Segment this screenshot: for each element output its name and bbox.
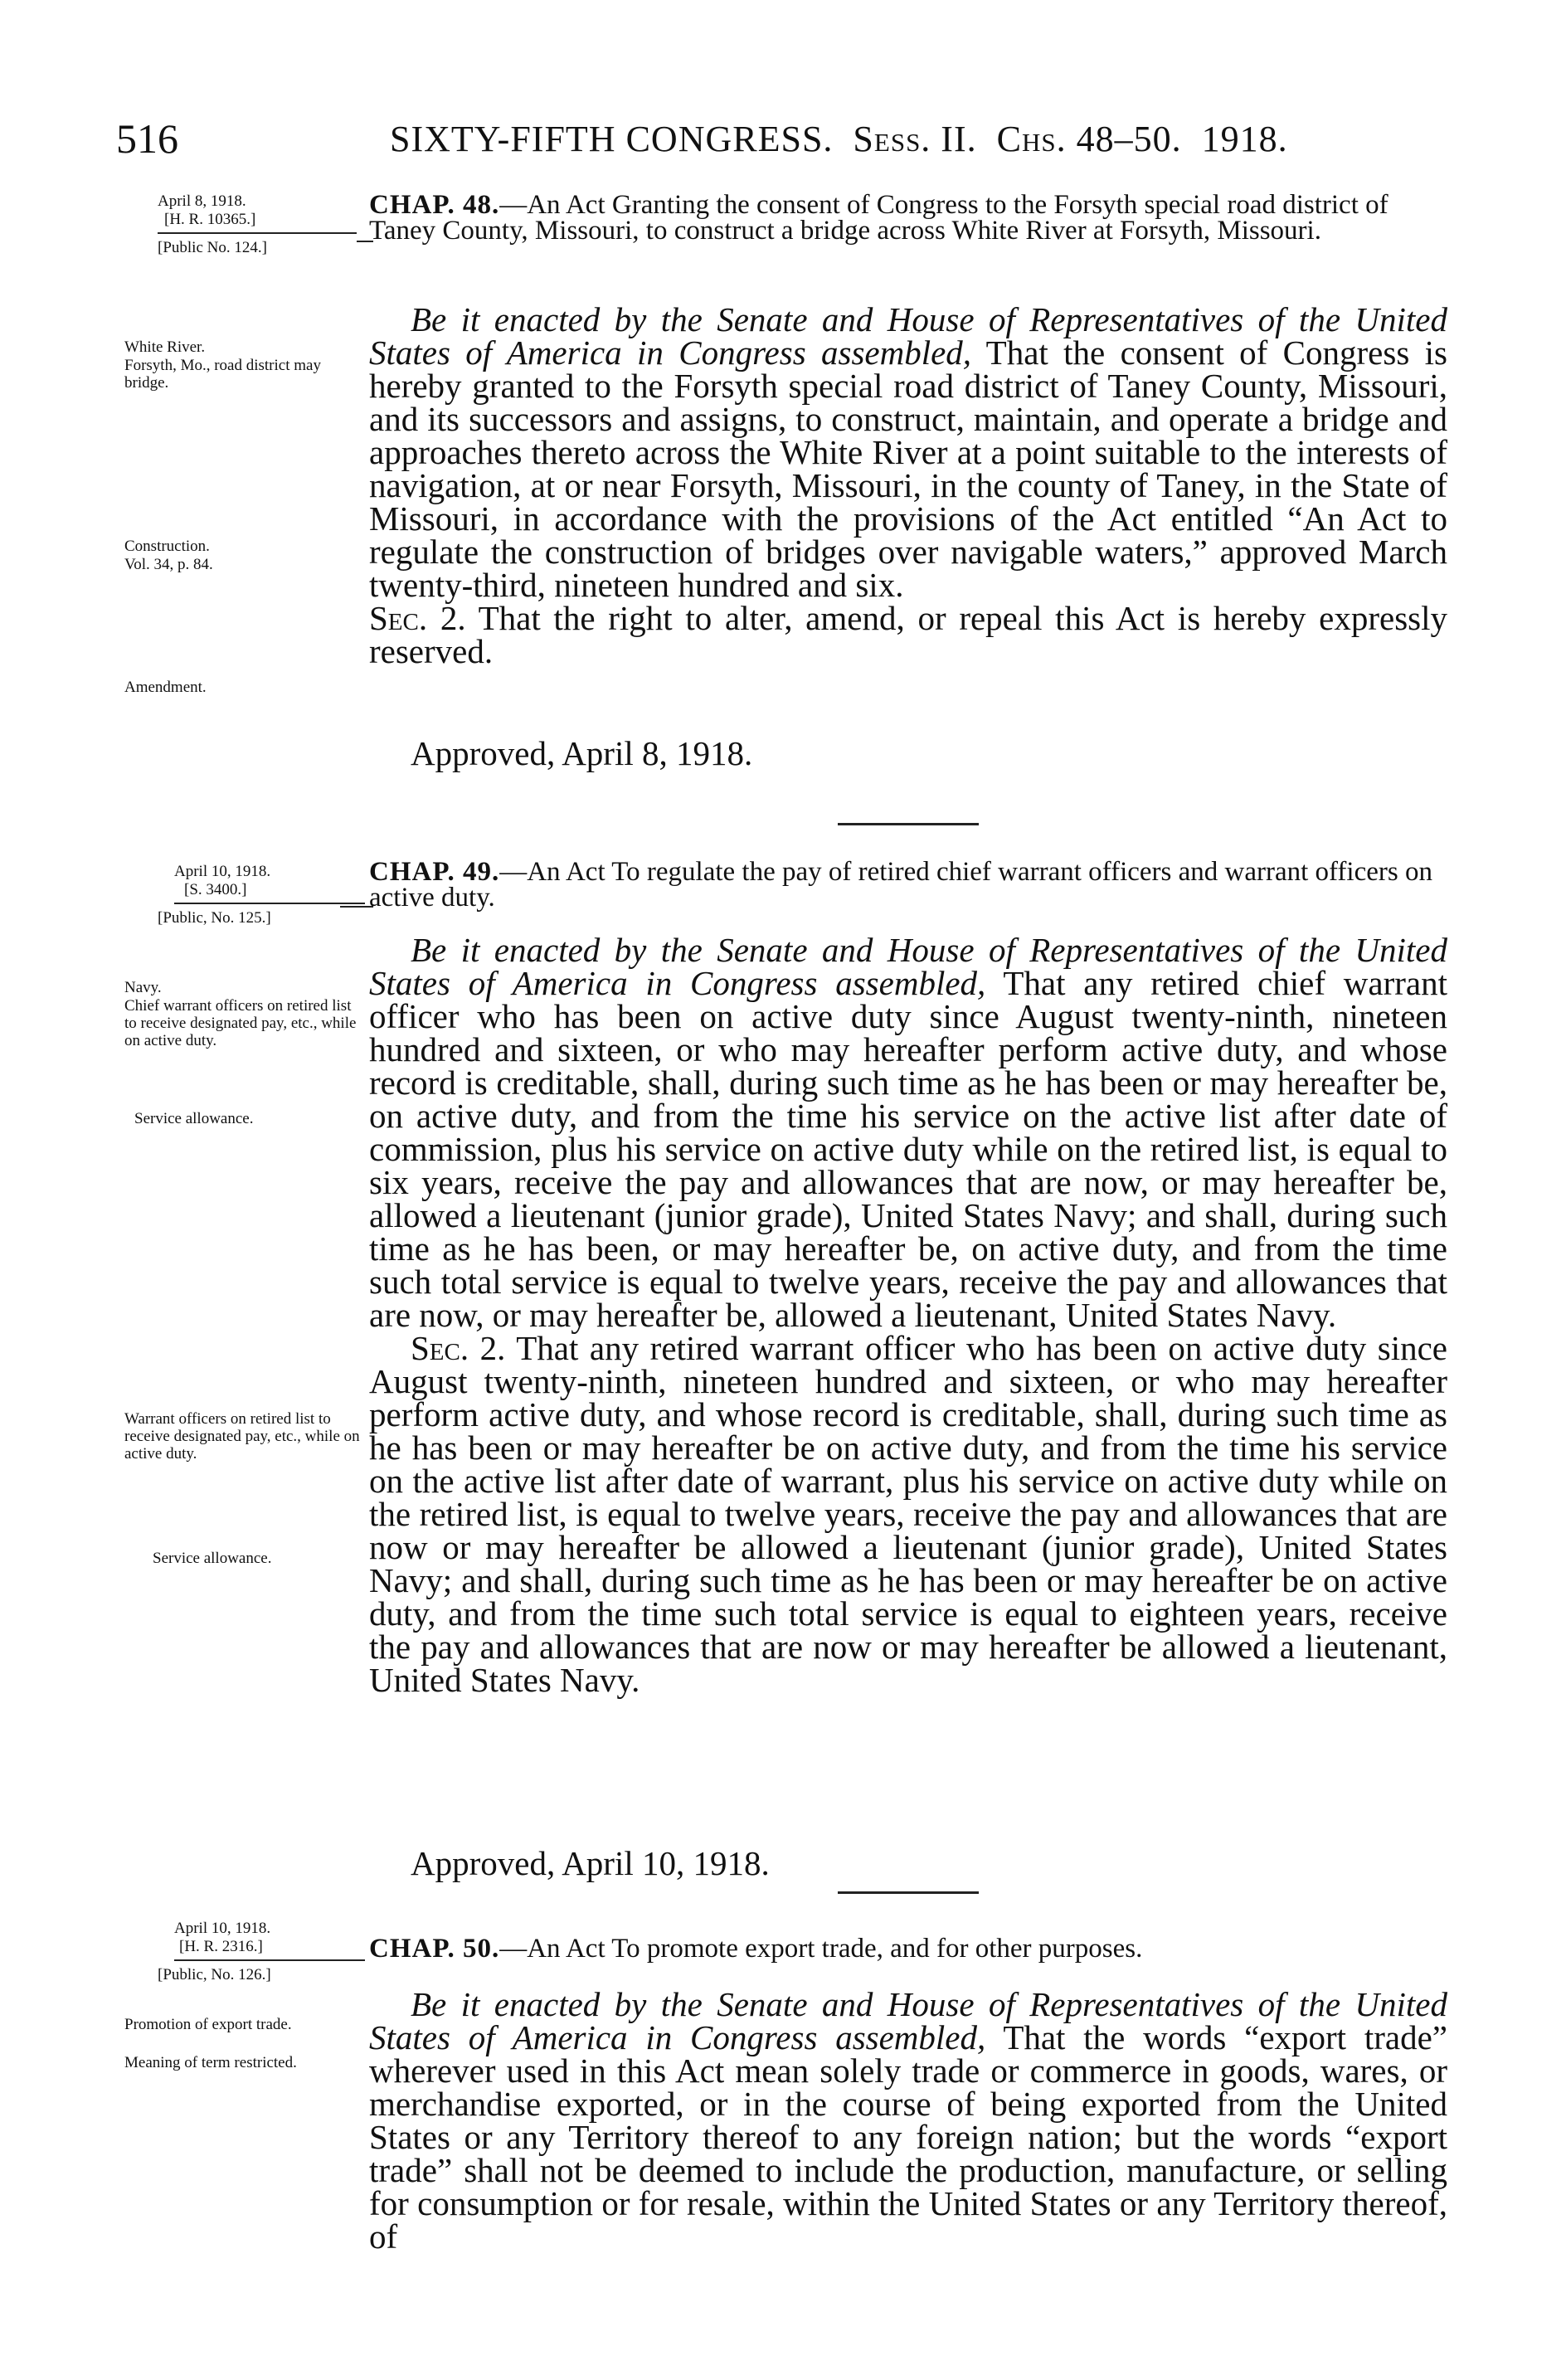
chap49-text [369, 931, 1447, 1699]
chap48-title: —An Act Granting the consent of Congress to the Forsyth special road district of Taney County, Missouri, to construct a bridge across White River at Forsyth, Missouri. [369, 190, 1388, 246]
chap50-label: CHAP. 50. [369, 1934, 500, 1964]
chap49-approved: Approved, April 10, 1918. [411, 1844, 770, 1882]
chap49-note-service-allowance-2: Service allowance. [153, 1550, 272, 1567]
chap50-title: —An Act To promote export trade, and for other purposes. [499, 1934, 1143, 1964]
chap49-heading-rule [340, 906, 373, 908]
chap49-heading [369, 859, 1447, 911]
chap48-divider [838, 823, 979, 825]
chap49-note-warrant-officers: Warrant officers on retired list to receive designated pay, etc., while on active duty. [124, 1410, 360, 1463]
chap48-date: April 8, 1918. [158, 192, 246, 210]
chap49-section-1 [369, 931, 1447, 1334]
chap48-text [369, 300, 1447, 670]
chap50-note-meaning: Meaning of term restricted. [124, 2054, 297, 2071]
chap48-public-law: [Public No. 124.] [158, 239, 267, 256]
chap48-sec1-text: That the consent of Congress is hereby granted to the Forsyth special road district of Taney County, Missouri, and its successors and assigns, to construct, maintain, and operate a bridge and approaches thereto across the White River at a point suitable to the interests of navigation, at or near Forsyth, Missouri, in the county of Taney, in the State of Missouri, in accordance with the provisions of the Act entitled “An Act to regulate the construction of bridges over navigable waters,” approved March twenty-third, nineteen hundred and six. [369, 333, 1447, 604]
page-number: 516 [116, 115, 178, 162]
chap50-section-1 [369, 1985, 1447, 2256]
chap48-section-1 [369, 300, 1447, 604]
chap49-sec2-label: Sec. 2. [411, 1329, 506, 1367]
chap49-enacting-clause: Be it enacted by the Senate and House of Representatives of the United States of America in Congress assembled, [369, 931, 1447, 1002]
header-title [390, 118, 1288, 160]
chap48-approved: Approved, April 8, 1918. [411, 734, 753, 772]
chap48-side-rule [158, 232, 357, 234]
chap48-side-citation [158, 192, 357, 257]
chap48-note-white-river: White River. [124, 338, 206, 356]
chap48-note-amendment: Amendment. [124, 679, 207, 696]
chap48-section-2 [369, 601, 1447, 668]
session-label: Sess. II. [853, 119, 977, 159]
chap49-sec2-text: That any retired warrant officer who has been on active duty since August twenty-ninth, nineteen hundred and sixteen, or who may hereafter perform active duty, and whose record is creditable, shall, during such time as he has been or may hereafter be on active duty, and from the time his service on the active list after date of warrant, plus his service on active duty while on the retired list, is equal to twelve years, receive the pay and allowances that are now or may hereafter be allowed a lieutenant (junior grade), United States Navy; and shall, during such time as he has been or may hereafter be on active duty, and from the time such total service is equal to eighteen years, receive the pay and allowances that are now or may hereafter be allowed a lieutenant, United States Navy. [369, 1329, 1447, 1699]
chap48-enacting-clause: Be it enacted by the Senate and House of Representatives of the United States of America in Congress assembled, [369, 300, 1447, 372]
chap50-side-rule [174, 1959, 365, 1961]
running-header [116, 114, 1460, 164]
chap49-label: CHAP. 49. [369, 857, 500, 887]
chap48-note-construction: Construction. [124, 538, 210, 555]
chap50-date: April 10, 1918. [174, 1920, 271, 1937]
chap49-side-rule [174, 903, 365, 904]
chap49-sec1-text: That any retired chief warrant officer who has been on active duty since August twenty-ninth, nineteen hundred and sixteen, or who may hereafter perform active duty, and whose record is creditable, shall, during such time as he has been or may hereafter be, on active duty, and from the time his service on the active list after date of commission, plus his service on active duty while on the retired list, is equal to six years, receive the pay and allowances that are now, or may hereafter be, allowed a lieutenant (junior grade), United States Navy; and shall, during such time as he has been, or may hereafter be, on active duty, and from the time such total service is equal to twelve years, receive the pay and allowances that are now, or may hereafter be, allowed a lieutenant, United States Navy. [369, 964, 1447, 1334]
chap48-note-road-district: Forsyth, Mo., road district may bridge. [124, 357, 321, 392]
chap48-sec2-text: That the right to alter, amend, or repeal this Act is hereby expressly reserved. [369, 599, 1447, 670]
chap48-bill: [H. R. 10365.] [164, 211, 256, 228]
chap49-section-2 [369, 1329, 1447, 1699]
chap48-sec2-label: Sec. 2. [369, 599, 466, 637]
chap50-bill: [H. R. 2316.] [179, 1938, 263, 1955]
chap49-note-chief-warrant: Chief warrant officers on retired list to receive designated pay, etc., while on active duty. [124, 997, 357, 1049]
chap50-text [369, 1985, 1447, 2256]
chap48-note-volume: Vol. 34, p. 84. [124, 556, 213, 573]
chap49-public-law: [Public, No. 125.] [158, 909, 271, 927]
chap50-heading [369, 1936, 1447, 1962]
chap49-note-service-allowance-1: Service allowance. [134, 1110, 254, 1127]
chap48-heading [369, 192, 1447, 244]
congress-title: SIXTY-FIFTH CONGRESS. [390, 119, 834, 159]
chap50-side-citation [158, 1920, 365, 1984]
header-year: 1918. [1201, 119, 1288, 159]
chap49-bill: [S. 3400.] [184, 881, 247, 898]
chap49-title: —An Act To regulate the pay of retired chief warrant officers and warrant officers on active duty. [369, 857, 1432, 913]
chap50-note-export-trade: Promotion of export trade. [124, 2016, 292, 2033]
chap50-sec1-text: That the words “export trade” wherever used in this Act mean solely trade or commerce in goods, wares, or merchandise exported, or in the course of being exported from the United States or any Territory thereof to any foreign nation; but the words “export trade” shall not be deemed to include the production, manufacture, or selling for consumption or for resale, within the United States or any Territory thereof, of [369, 2018, 1447, 2256]
chap50-enacting-clause: Be it enacted by the Senate and House of Representatives of the United States of America in Congress assembled, [369, 1985, 1447, 2056]
chap49-date: April 10, 1918. [174, 863, 271, 880]
chap49-side-citation [158, 863, 365, 927]
chap49-divider [838, 1891, 979, 1894]
chap49-note-navy: Navy. [124, 979, 162, 996]
chapters-label: Chs. 48–50. [996, 119, 1182, 159]
chap48-label: CHAP. 48. [369, 190, 500, 220]
chap50-public-law: [Public, No. 126.] [158, 1966, 271, 1983]
